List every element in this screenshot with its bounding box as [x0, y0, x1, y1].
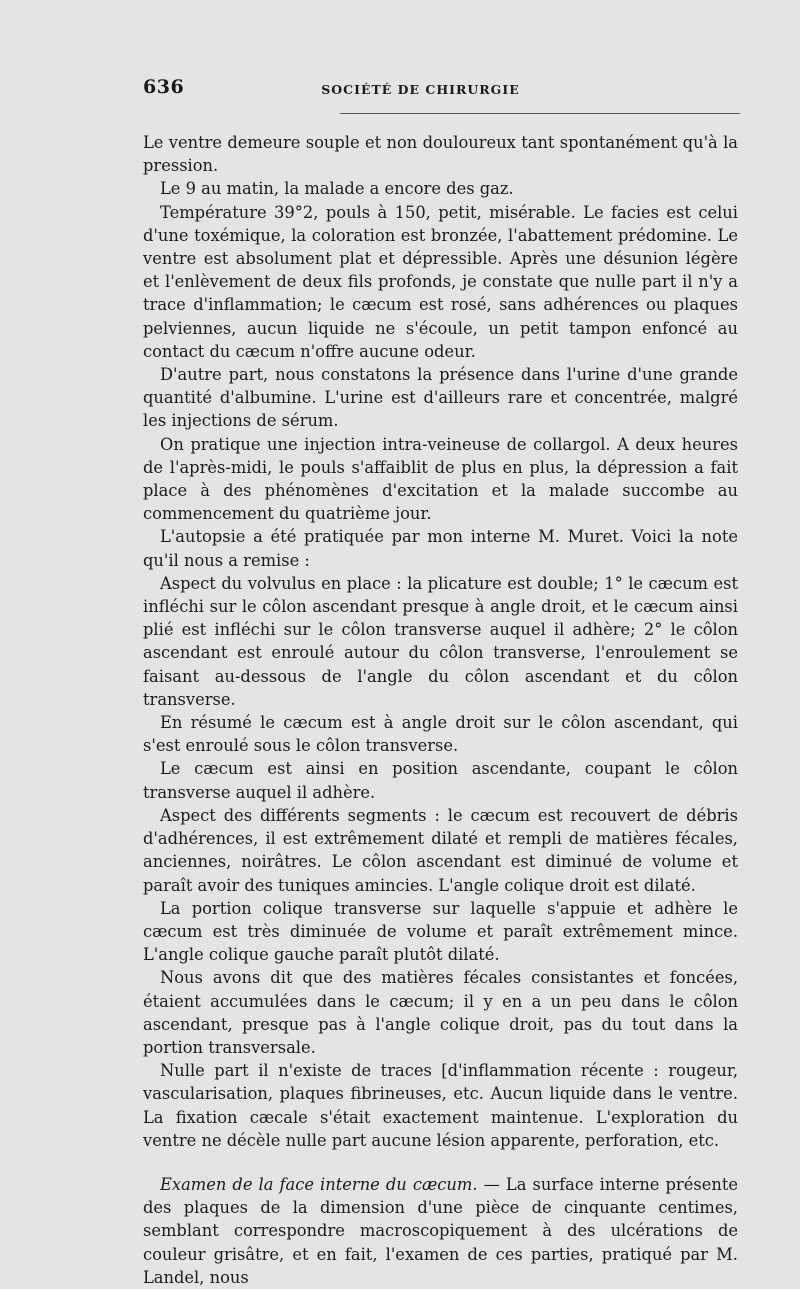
page-number: 636 [143, 76, 185, 98]
paragraph: Température 39°2, pouls à 150, petit, misérable. Le facies est celui d'une toxémique, la coloration est bronzée, l'abattement prédomine. Le ventre est absolument plat et dépressible. Après une désunion légère et l'enlèvement de deux fils profonds, je constate que nulle part il n'y a trace d'inflammation; le cæcum est rosé, sans adhérences ou plaques pelviennes, aucun liquide ne s'écoule, un petit tampon enfoncé au contact du cæcum n'offre aucune odeur. [143, 202, 738, 361]
paragraph: L'autopsie a été pratiquée par mon interne M. Muret. Voici la note qu'il nous a remise : [143, 527, 738, 570]
paragraph: Nulle part il n'existe de traces [d'inflammation récente : rougeur, vascularisation, plaques fibrineuses, etc. Aucun liquide dans le ventre. La fixation cæcale s'était exactement maintenue. L'exploration du ventre ne décèle nulle part aucune lésion apparente, perforation, etc. [143, 1061, 738, 1150]
body-text [143, 131, 738, 1289]
paragraph: Aspect du volvulus en place : la plicature est double; 1° le cæcum est infléchi sur le côlon ascendant presque à angle droit, et le cæcum ainsi plié est infléchi sur le côlon transverse auquel il adhère; 2° le côlon ascendant est enroulé autour du côlon transverse, l'enroulement se faisant au-dessous de l'angle du côlon ascendant et du côlon transverse. [143, 573, 738, 709]
running-head: SOCIÉTÉ DE CHIRURGIE [321, 82, 520, 97]
exam-title: Examen de la face interne du cæcum. [160, 1174, 478, 1194]
header-rule [340, 113, 740, 114]
paragraph: On pratique une injection intra-veineuse de collargol. A deux heures de l'après-midi, le pouls s'affaiblit de plus en plus, la dépression a fait place à des phénomènes d'excitation et la malade succombe au commencement du quatrième jour. [143, 434, 738, 524]
paragraph: Le 9 au matin, la malade a encore des gaz. [160, 179, 514, 199]
paragraph: Le ventre demeure souple et non douloureux tant spontanément qu'à la pression. [143, 133, 738, 176]
paragraph: En résumé le cæcum est à angle droit sur le côlon ascendant, qui s'est enroulé sous le côlon transverse. [143, 713, 738, 756]
paragraph: Nous avons dit que des matières fécales consistantes et foncées, étaient accumulées dans le cæcum; il y en a un peu dans le côlon ascendant, presque pas à l'angle colique droit, pas du tout dans la portion transversale. [143, 968, 738, 1057]
paragraph: Le cæcum est ainsi en position ascendante, coupant le côlon transverse auquel il adhère. [143, 759, 738, 802]
page-header [143, 76, 738, 102]
exam-text: — La surface interne présente des plaques de la dimension d'une pièce de cinquante centimes, semblant correspondre macroscopiquement à des ulcérations de couleur grisâtre, et en fait, l'examen de ces parties, pratiqué par M. Landel, nous [143, 1174, 738, 1287]
exam-paragraph [143, 1173, 738, 1289]
paragraph: La portion colique transverse sur laquelle s'appuie et adhère le cæcum est très diminuée de volume et paraît extrêmement mince. L'angle colique gauche paraît plutôt dilaté. [143, 898, 738, 965]
paragraph: Aspect des différents segments : le cæcum est recouvert de débris d'adhérences, il est extrêmement dilaté et rempli de matières fécales, anciennes, noirâtres. Le côlon ascendant est diminué de volume et paraît avoir des tuniques amincies. L'angle colique droit est dilaté. [143, 805, 738, 895]
paragraph: D'autre part, nous constatons la présence dans l'urine d'une grande quantité d'albumine. L'urine est d'ailleurs rare et concentrée, malgré les injections de sérum. [143, 365, 738, 431]
